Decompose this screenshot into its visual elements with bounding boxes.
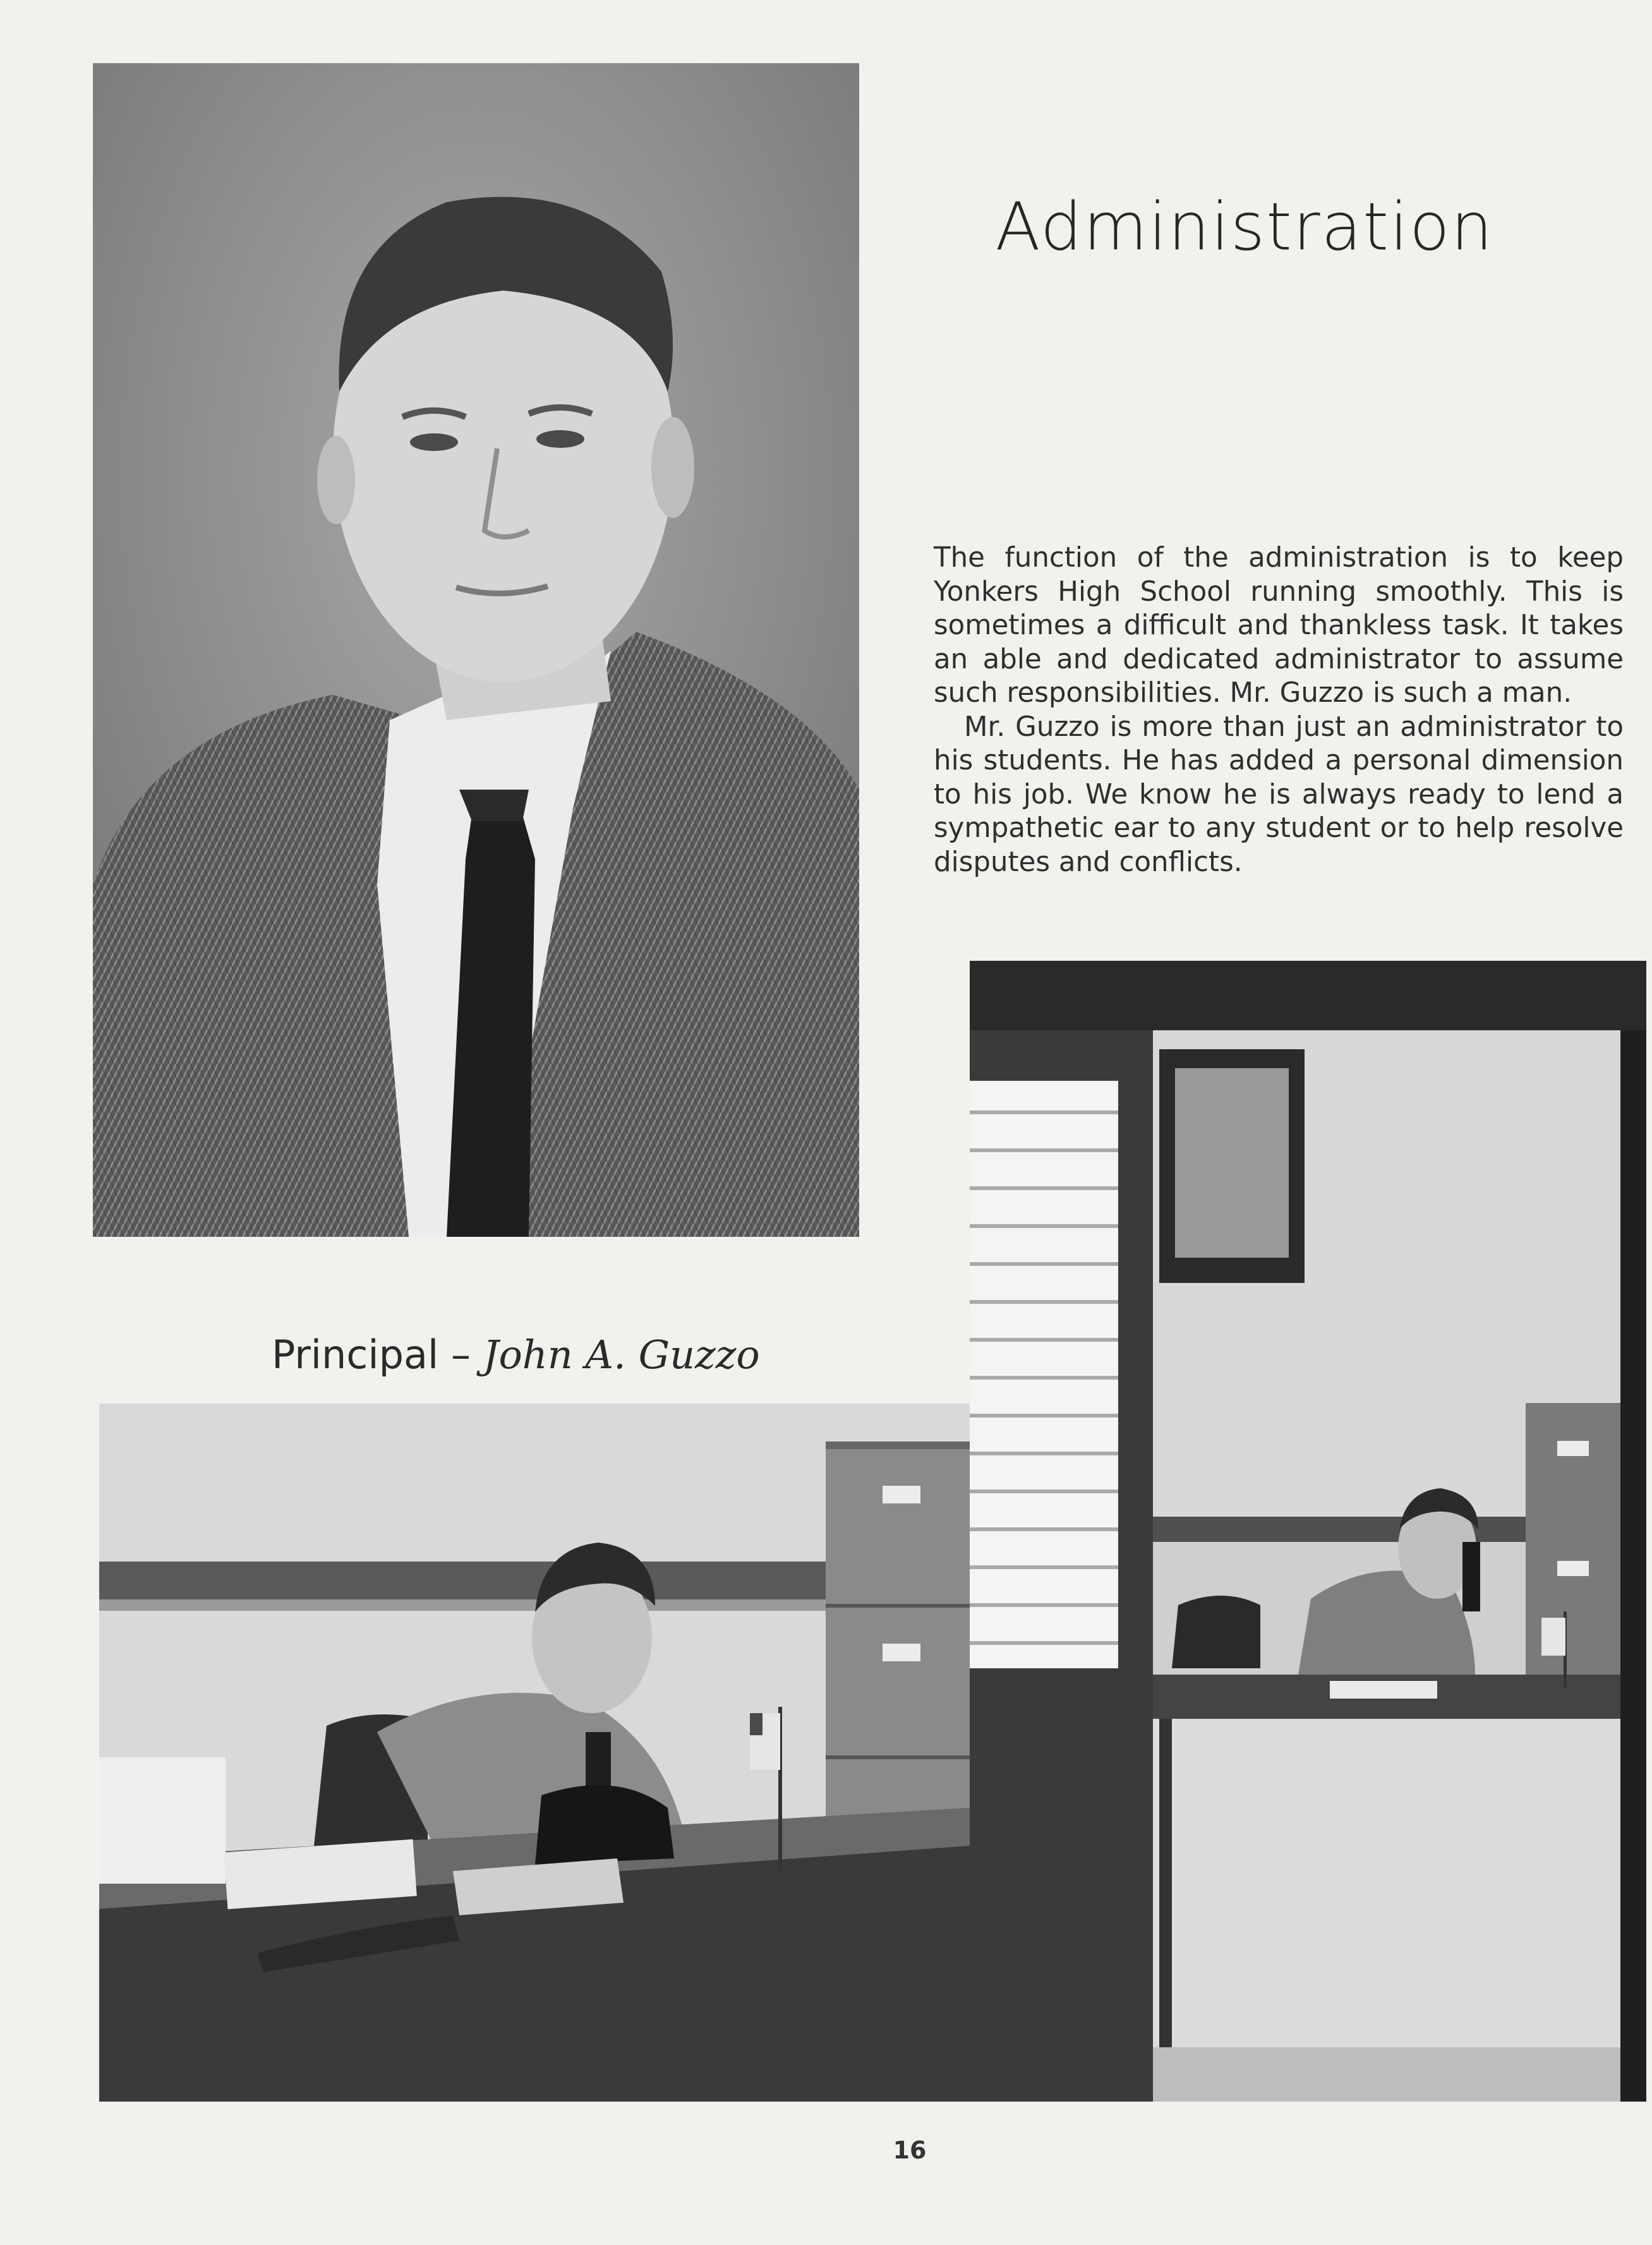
- principal-on-phone-photo: [970, 961, 1646, 2102]
- body-text: [934, 541, 1624, 879]
- paragraph: The function of the administration is to keep Yonkers High School running smoothly. This is sometimes a difficult and thankless task. It takes an able and dedicated administrator to assume such responsibilities. Mr. Guzzo is such a man.: [934, 542, 1624, 709]
- paragraph: Mr. Guzzo is more than just an administrator to his students. He has added a personal dimension to his job. We know he is always ready to lend a sympathetic ear to any student or to help resolve disputes and conflicts.: [934, 711, 1624, 878]
- caption-role: Principal: [272, 1332, 439, 1378]
- page-title: Administration: [995, 188, 1494, 265]
- principal-portrait-photo: [93, 63, 859, 1237]
- caption-separator: –: [438, 1332, 483, 1378]
- principal-at-desk-photo: [99, 1404, 970, 2102]
- caption-name: John A. Guzzo: [483, 1332, 760, 1378]
- photo-caption: [272, 1332, 840, 1378]
- page-number: 16: [893, 2136, 927, 2164]
